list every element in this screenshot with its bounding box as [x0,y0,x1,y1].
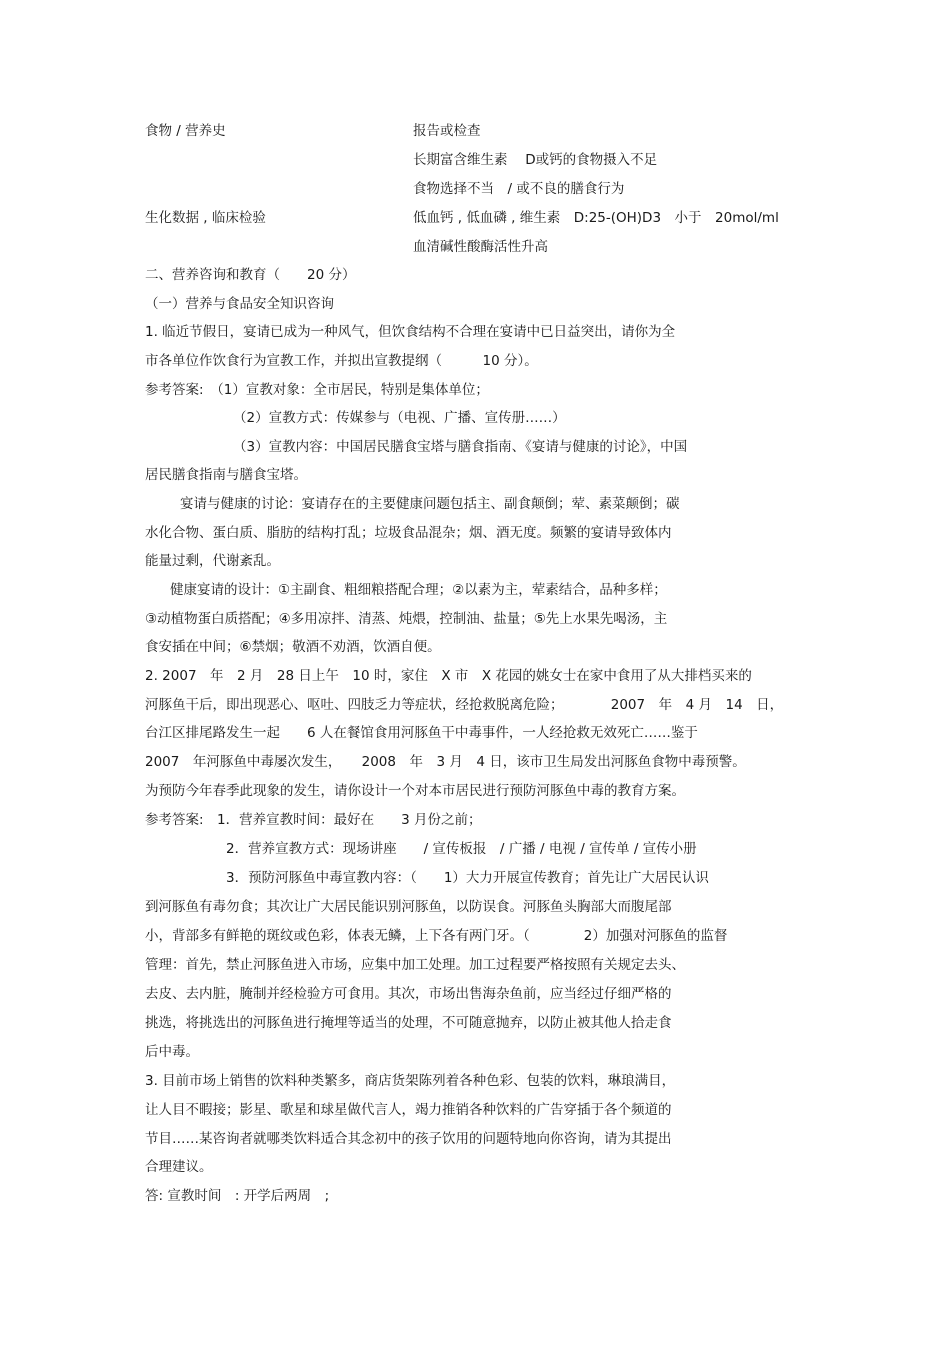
answer-paragraph: 健康宴请的设计：①主副食、粗细粮搭配合理；②以素为主，荤素结合，品种多样； [170,582,667,598]
question-3-cont: 节目……某咨询者就哪类饮料适合其念初中的孩子饮用的问题特地向你咨询，请为其提出 [145,1131,672,1147]
answer-paragraph: 后中毒。 [145,1044,199,1060]
answer-label: 参考答案: 1．营养宣教时间：最好在 3 月份之前； [145,812,482,828]
answer-item: （2）宣教方式：传媒参与（电视、广播、宣传册……） [233,410,566,426]
table-cell-biochem: 生化数据 , 临床检验 [145,210,266,226]
answer-paragraph: 水化合物、蛋白质、脂肪的结构打乱；垃圾食品混杂；烟、酒无度。频繁的宴请导致体内 [145,525,672,541]
answer-paragraph: 挑选，将挑选出的河豚鱼进行掩埋等适当的处理，不可随意抛弃，以防止被其他人拾走食 [145,1015,672,1031]
table-cell-report: 食物选择不当 / 或不良的膳食行为 [413,181,625,197]
section-heading: 二、营养咨询和教育（ 20 分） [145,267,356,283]
answer-label: 参考答案: （1）宣教对象：全市居民，特别是集体单位； [145,382,489,398]
table-cell-report: 血清碱性酸酶活性升高 [413,239,548,255]
answer-paragraph: ③动植物蛋白质搭配；④多用凉拌、清蒸、炖煨，控制油、盐量；⑤先上水果先喝汤，主 [145,611,668,627]
question-3-cont: 合理建议。 [145,1159,213,1175]
table-cell-report: 低血钙 , 低血磷 , 维生素 D:25-(OH)D3 小于 20mol/ml [413,210,779,226]
question-2-cont: 为预防今年春季此现象的发生，请你设计一个对本市居民进行预防河豚鱼中毒的教育方案。 [145,783,685,799]
answer-paragraph: 小，背部多有鲜艳的斑纹或色彩，体表无鳞，上下各有两门牙。（ 2）加强对河豚鱼的监督 [145,928,728,944]
answer-paragraph: 到河豚鱼有毒勿食；其次让广大居民能识别河豚鱼，以防误食。河豚鱼头胸部大而腹尾部 [145,899,672,915]
answer-paragraph: 去皮、去内脏，腌制并经检验方可食用。其次，市场出售海杂鱼前，应当经过仔细严格的 [145,986,672,1002]
subsection-heading: （一）营养与食品安全知识咨询 [145,296,334,312]
answer-item: 3．预防河豚鱼中毒宣教内容：（ 1）大力开展宣传教育；首先让广大居民认识 [226,870,709,886]
question-2-cont: 河豚鱼干后，即出现恶心、呕吐、四肢乏力等症状，经抢救脱离危险； 2007 年 4 月 14 日， [145,697,784,713]
table-cell-food-history: 食物 / 营养史 [145,123,226,139]
answer-item: （3）宣教内容：中国居民膳食宝塔与膳食指南、《宴请与健康的讨论》，中国 [233,439,688,455]
answer-text: 居民膳食指南与膳食宝塔。 [145,467,307,483]
question-2-cont: 台江区排尾路发生一起 6 人在餐馆食用河豚鱼干中毒事件，一人经抢救无效死亡……鉴于 [145,725,698,741]
answer-paragraph: 宴请与健康的讨论：宴请存在的主要健康问题包括主、副食颠倒；荤、素菜颠倒；碳 [180,496,680,512]
table-cell-report: 长期富含维生素 D或钙的食物摄入不足 [413,152,658,168]
answer-paragraph: 管理：首先，禁止河豚鱼进入市场，应集中加工处理。加工过程要严格按照有关规定去头、 [145,957,685,973]
question-2-cont: 2007 年河豚鱼中毒屡次发生， 2008 年 3 月 4 日，该市卫生局发出河豚鱼食物中毒预警。 [145,754,746,770]
answer-text: 答: 宣教时间 : 开学后两周 ; [145,1188,330,1204]
answer-paragraph: 食安插在中间；⑥禁烟；敬酒不劝酒，饮酒自便。 [145,639,441,655]
question-1: 1. 临近节假日，宴请已成为一种风气，但饮食结构不合理在宴请中已日益突出，请你为全 [145,324,676,340]
question-2: 2. 2007 年 2 月 28 日上午 10 时，家住 X 市 X 花园的姚女士在家中食用了从大排档买来的 [145,668,752,684]
question-3-cont: 让人目不暇接；影星、歌星和球星做代言人，竭力推销各种饮料的广告穿插于各个频道的 [145,1102,672,1118]
answer-paragraph: 能量过剩，代谢紊乱。 [145,553,280,569]
answer-item: 2．营养宣教方式：现场讲座 / 宣传板报 / 广播 / 电视 / 宣传单 / 宣传小册 [226,841,697,857]
table-cell-report: 报告或检查 [413,123,481,139]
question-1-cont: 市各单位作饮食行为宣教工作，并拟出宣教提纲（ 10 分）。 [145,353,538,369]
question-3: 3. 目前市场上销售的饮料种类繁多，商店货架陈列着各种色彩、包装的饮料，琳琅满目， [145,1073,676,1089]
